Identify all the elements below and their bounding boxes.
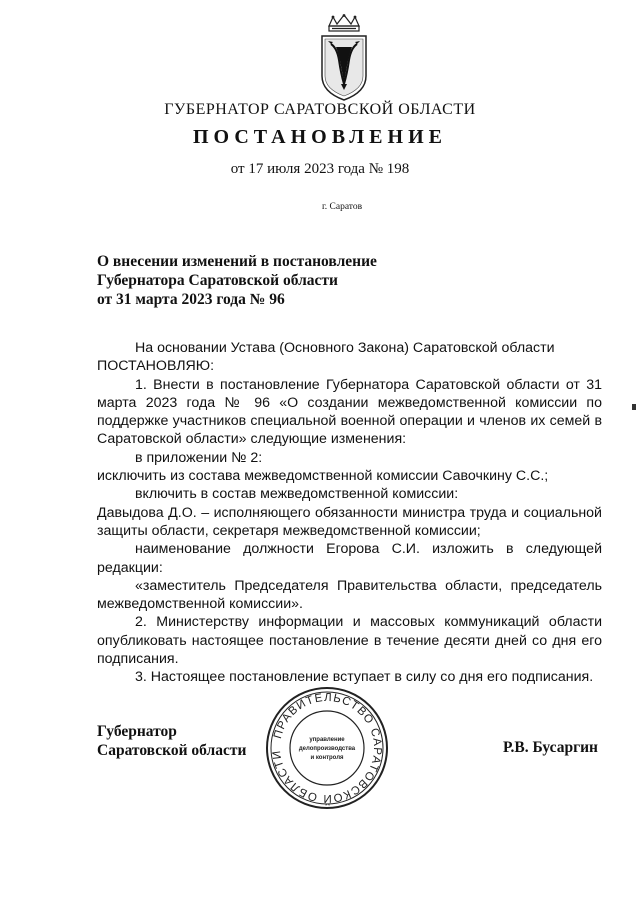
signer-position-line: Саратовской области — [97, 742, 247, 759]
document-date-number: от 17 июля 2023 года № 198 — [230, 161, 410, 177]
document-city: г. Саратов — [321, 202, 363, 212]
subject-line: Губернатора Саратовской области — [97, 272, 338, 289]
stamp-inner-text: делопроизводства — [298, 746, 356, 752]
signer-name: Р.В. Бусаргин — [503, 739, 598, 756]
body-paragraph: исключить из состава межведомственной комиссии Савочкину С.С.; — [97, 468, 549, 485]
stamp-outer-text: ПРАВИТЕЛЬСТВО САРАТОВСКОЙ ОБЛАСТИ — [270, 691, 384, 805]
subject-line: О внесении изменений в постановление — [97, 253, 377, 270]
stamp-inner-text: управление — [309, 737, 345, 743]
body-paragraph: ПОСТАНОВЛЯЮ: — [97, 358, 215, 375]
body-paragraph: «заместитель Председателя Правительства области, председатель межведомственной комиссии». — [97, 577, 602, 613]
document-type-heading: ПОСТАНОВЛЕНИЕ — [193, 126, 447, 148]
coat-of-arms-icon — [317, 14, 371, 102]
body-paragraph: включить в состав межведомственной комиссии: — [135, 486, 459, 503]
body-paragraph: 2. Министерству информации и массовых коммуникаций области опубликовать настоящее постановление в течение десяти дней со дня его подписания. — [97, 614, 602, 668]
body-paragraph: На основании Устава (Основного Закона) Саратовской области — [135, 340, 555, 356]
signer-position-line: Губернатор — [97, 723, 177, 740]
governor-title: ГУБЕРНАТОР САРАТОВСКОЙ ОБЛАСТИ — [164, 101, 476, 118]
document-subject — [97, 252, 517, 309]
body-paragraph: 1. Внести в постановление Губернатора Саратовской области от 31 марта 2023 года № 96 «О создании межведомственной комиссии по поддержке участников специальной военной операции и членов их семей в Саратовской области» следующие изменения: — [97, 376, 602, 448]
document-body — [97, 339, 602, 687]
subject-line: от 31 марта 2023 года № 96 — [97, 291, 285, 308]
scan-artifact — [632, 404, 636, 410]
body-paragraph: 3. Настоящее постановление вступает в силу со дня его подписания. — [135, 669, 594, 686]
body-paragraph: Давыдова Д.О. – исполняющего обязанности министра труда и социальной защиты области, секретаря межведомственной комиссии; — [97, 504, 602, 539]
official-stamp — [263, 684, 391, 812]
body-paragraph: наименование должности Егорова С.И. изложить в следующей редакции: — [97, 541, 602, 576]
body-paragraph: в приложении № 2: — [135, 449, 263, 466]
stamp-inner-text: и контроля — [310, 755, 344, 761]
signer-position — [97, 722, 246, 760]
